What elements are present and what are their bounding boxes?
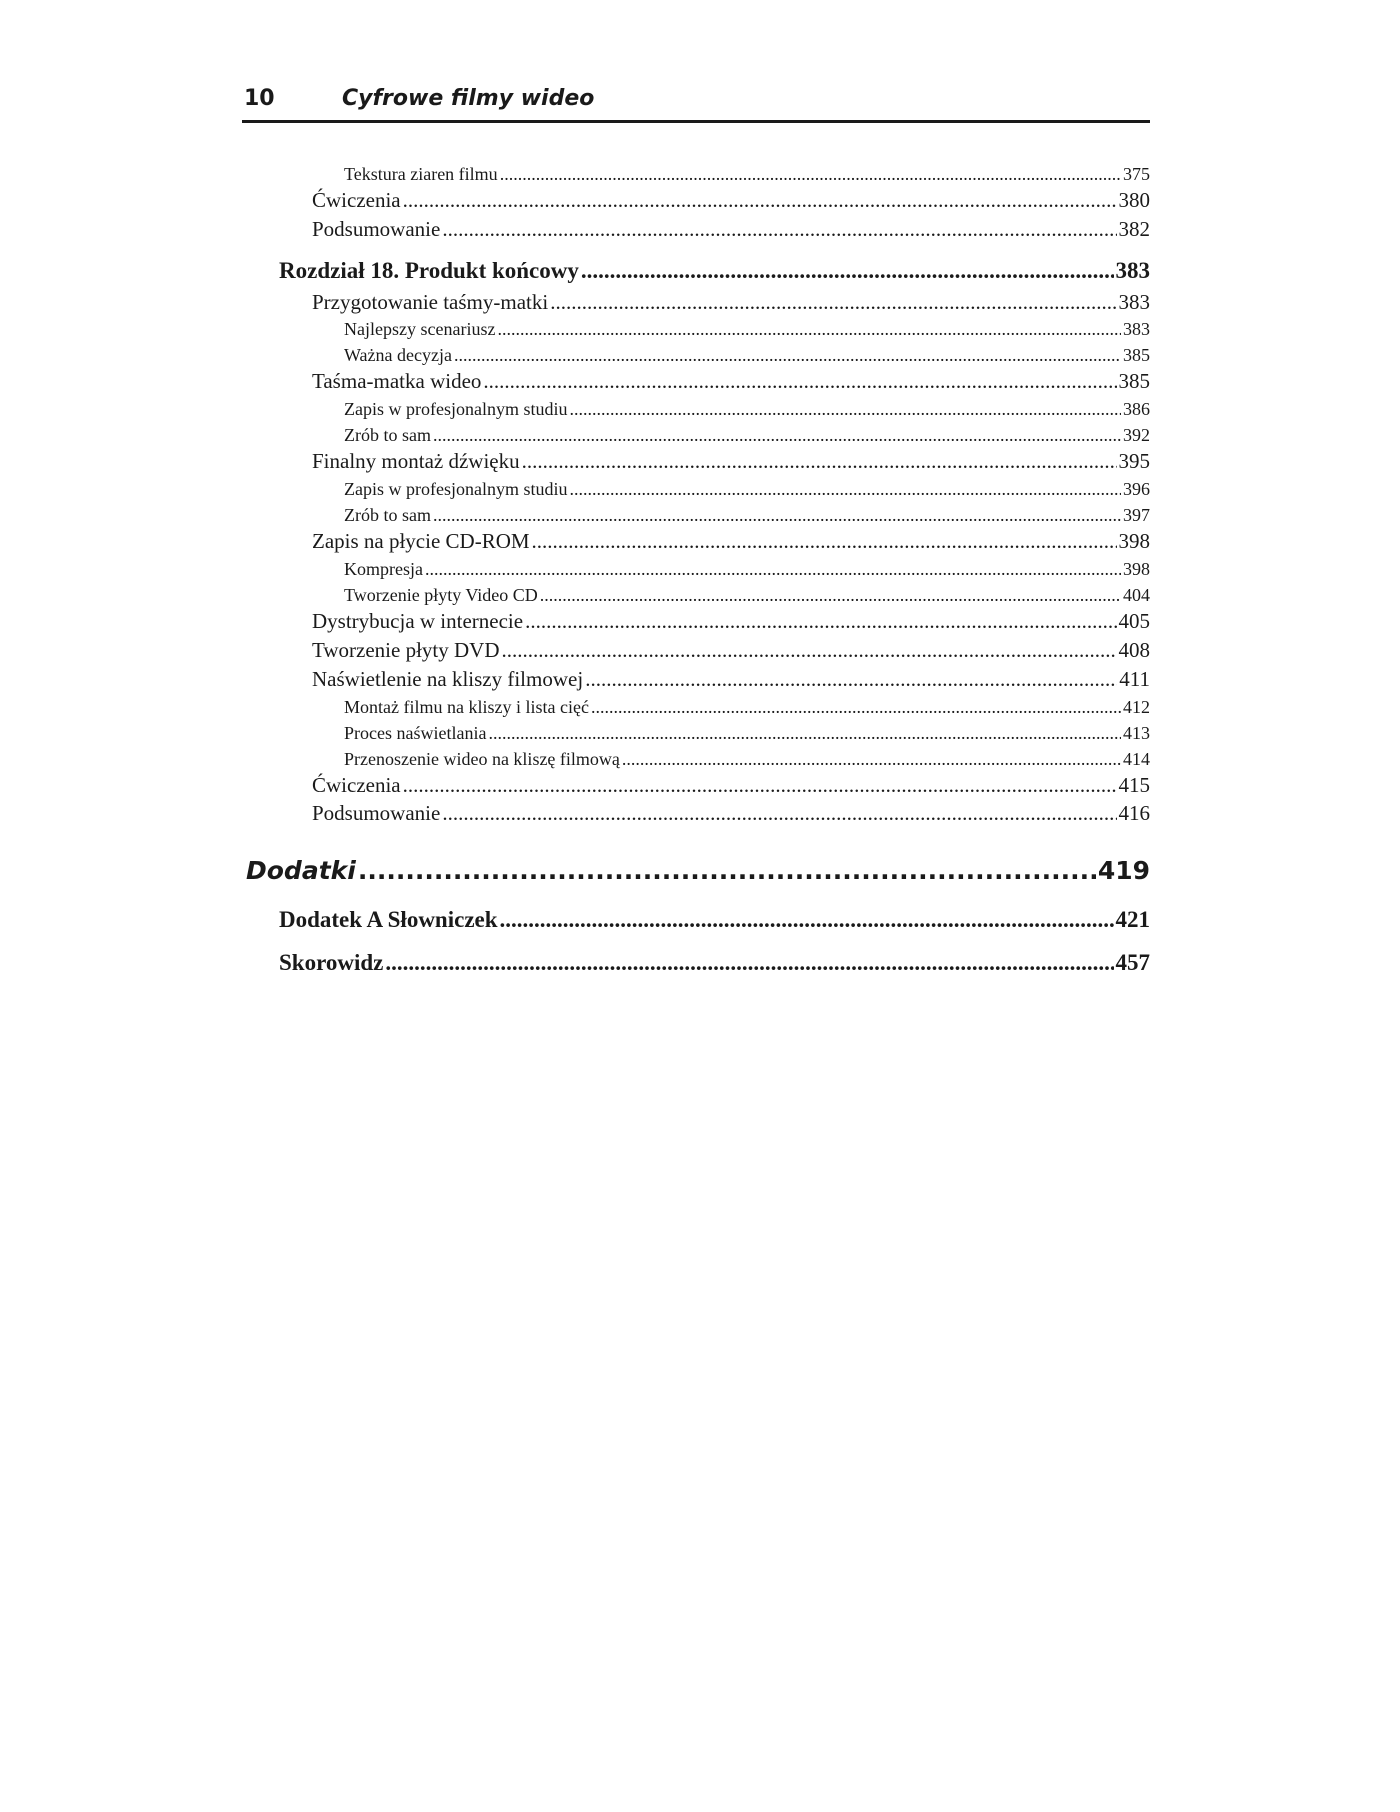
dot-leader: [442, 801, 1116, 826]
toc-entry[interactable]: [312, 369, 1150, 394]
toc-entry[interactable]: [312, 801, 1150, 826]
dot-leader: [550, 290, 1116, 315]
toc-entry-page: 380: [1118, 188, 1150, 212]
dot-leader: [525, 609, 1116, 634]
dot-leader: [500, 164, 1121, 185]
toc-entry-title: Zapis na płycie CD-ROM: [312, 529, 530, 553]
dot-leader: [433, 425, 1121, 446]
toc-entry-title: Zrób to sam: [344, 505, 431, 525]
toc-entry-page: 411: [1119, 667, 1150, 691]
toc-entry-title: Dodatki: [246, 856, 356, 885]
dot-leader: [581, 258, 1114, 284]
toc-part-entry[interactable]: [246, 856, 1150, 885]
toc-entry-page: 382: [1118, 217, 1150, 241]
toc-entry-page: 383: [1115, 258, 1150, 283]
dot-leader: [522, 449, 1117, 474]
dot-leader: [591, 697, 1121, 718]
running-header: [242, 82, 1150, 123]
toc-entry[interactable]: [312, 290, 1150, 315]
toc-entry-title: Tekstura ziaren filmu: [344, 164, 498, 184]
toc-entry[interactable]: [344, 164, 1150, 185]
toc-entry-page: 404: [1123, 585, 1150, 605]
dot-leader: [501, 638, 1116, 663]
toc-entry-page: 385: [1123, 345, 1150, 365]
dot-leader: [622, 749, 1121, 770]
toc-entry-page: 421: [1115, 907, 1150, 932]
dot-leader: [569, 479, 1121, 500]
toc-entry-title: Montaż filmu na kliszy i lista cięć: [344, 697, 589, 717]
toc-entry-title: Dodatek A Słowniczek: [279, 907, 498, 932]
toc-entry-title: Zrób to sam: [344, 425, 431, 445]
toc-entry-title: Zapis w profesjonalnym studiu: [344, 479, 568, 499]
toc-entry-title: Naświetlenie na kliszy filmowej: [312, 667, 584, 691]
dot-leader: [585, 667, 1117, 692]
toc-entry[interactable]: [344, 585, 1150, 606]
toc-entry-page: 413: [1123, 723, 1150, 743]
dot-leader: [569, 399, 1121, 420]
toc-entry-page: 412: [1123, 697, 1150, 717]
dot-leader: [488, 723, 1121, 744]
toc-chapter-entry[interactable]: [279, 258, 1150, 284]
toc-entry[interactable]: [312, 667, 1150, 692]
toc-entry-title: Podsumowanie: [312, 801, 441, 825]
toc-entry[interactable]: [312, 638, 1150, 663]
toc-entry-page: 383: [1118, 290, 1150, 314]
toc-entry-page: 383: [1123, 319, 1150, 339]
toc-entry-page: 397: [1123, 505, 1150, 525]
page-number: 10: [244, 86, 275, 111]
toc-entry[interactable]: [312, 217, 1150, 242]
toc-entry[interactable]: [312, 609, 1150, 634]
dot-leader: [433, 505, 1121, 526]
toc-entry-page: 375: [1123, 164, 1150, 184]
toc-entry-page: 414: [1123, 749, 1150, 769]
toc-entry[interactable]: [344, 723, 1150, 744]
dot-leader: [500, 907, 1114, 933]
toc-entry-title: Ćwiczenia: [312, 773, 401, 797]
dot-leader: [425, 559, 1121, 580]
dot-leader: [385, 950, 1113, 976]
toc-entry-page: 405: [1118, 609, 1150, 633]
toc-entry[interactable]: [344, 479, 1150, 500]
toc-chapter-entry[interactable]: [279, 950, 1150, 976]
dot-leader: [403, 188, 1117, 213]
dot-leader: [442, 217, 1116, 242]
toc-entry-page: 419: [1097, 856, 1150, 885]
toc-entry-title: Finalny montaż dźwięku: [312, 449, 520, 473]
toc-entry-title: Ćwiczenia: [312, 188, 401, 212]
toc-entry-title: Przenoszenie wideo na kliszę filmową: [344, 749, 620, 769]
toc-entry-page: 385: [1118, 369, 1150, 393]
toc-entry-title: Najlepszy scenariusz: [344, 319, 496, 339]
toc-entry-page: 408: [1118, 638, 1150, 662]
toc-entry-page: 395: [1118, 449, 1150, 473]
toc-entry-title: Rozdział 18. Produkt końcowy: [279, 258, 579, 283]
dot-leader: [497, 319, 1121, 340]
toc-entry-page: 398: [1123, 559, 1150, 579]
toc-entry-page: 392: [1123, 425, 1150, 445]
toc-entry-title: Przygotowanie taśmy-matki: [312, 290, 549, 314]
toc-entry-title: Podsumowanie: [312, 217, 441, 241]
book-title: Cyfrowe filmy wideo: [342, 86, 595, 111]
toc-entry-page: 386: [1123, 399, 1150, 419]
toc-entry-page: 416: [1118, 801, 1150, 825]
toc-entry-page: 396: [1123, 479, 1150, 499]
dot-leader: [403, 773, 1117, 798]
toc-entry[interactable]: [344, 425, 1150, 446]
toc-entry-title: Zapis w profesjonalnym studiu: [344, 399, 568, 419]
toc-entry-title: Skorowidz: [279, 950, 384, 975]
toc-entry[interactable]: [344, 505, 1150, 526]
toc-entry[interactable]: [344, 749, 1150, 770]
dot-leader: [483, 369, 1116, 394]
dot-leader: [358, 856, 1096, 885]
toc-entry[interactable]: [344, 559, 1150, 580]
toc-entry[interactable]: [312, 529, 1150, 554]
toc-entry-title: Ważna decyzja: [344, 345, 452, 365]
toc-entry[interactable]: [312, 188, 1150, 213]
toc-chapter-entry[interactable]: [279, 907, 1150, 933]
toc-entry-title: Tworzenie płyty Video CD: [344, 585, 538, 605]
toc-entry-page: 415: [1118, 773, 1150, 797]
dot-leader: [540, 585, 1121, 606]
dot-leader: [454, 345, 1121, 366]
toc-entry[interactable]: [344, 345, 1150, 366]
toc-entry[interactable]: [312, 773, 1150, 798]
toc-entry-title: Dystrybucja w internecie: [312, 609, 524, 633]
toc-entry-title: Tworzenie płyty DVD: [312, 638, 500, 662]
toc-entry[interactable]: [344, 399, 1150, 420]
toc-entry[interactable]: [344, 697, 1150, 718]
toc-entry[interactable]: [344, 319, 1150, 340]
toc-entry-title: Kompresja: [344, 559, 423, 579]
toc-entry-page: 398: [1118, 529, 1150, 553]
toc-entry-title: Proces naświetlania: [344, 723, 487, 743]
toc-entry-title: Taśma-matka wideo: [312, 369, 482, 393]
dot-leader: [532, 529, 1117, 554]
toc-entry[interactable]: [312, 449, 1150, 474]
toc-entry-page: 457: [1115, 950, 1150, 975]
